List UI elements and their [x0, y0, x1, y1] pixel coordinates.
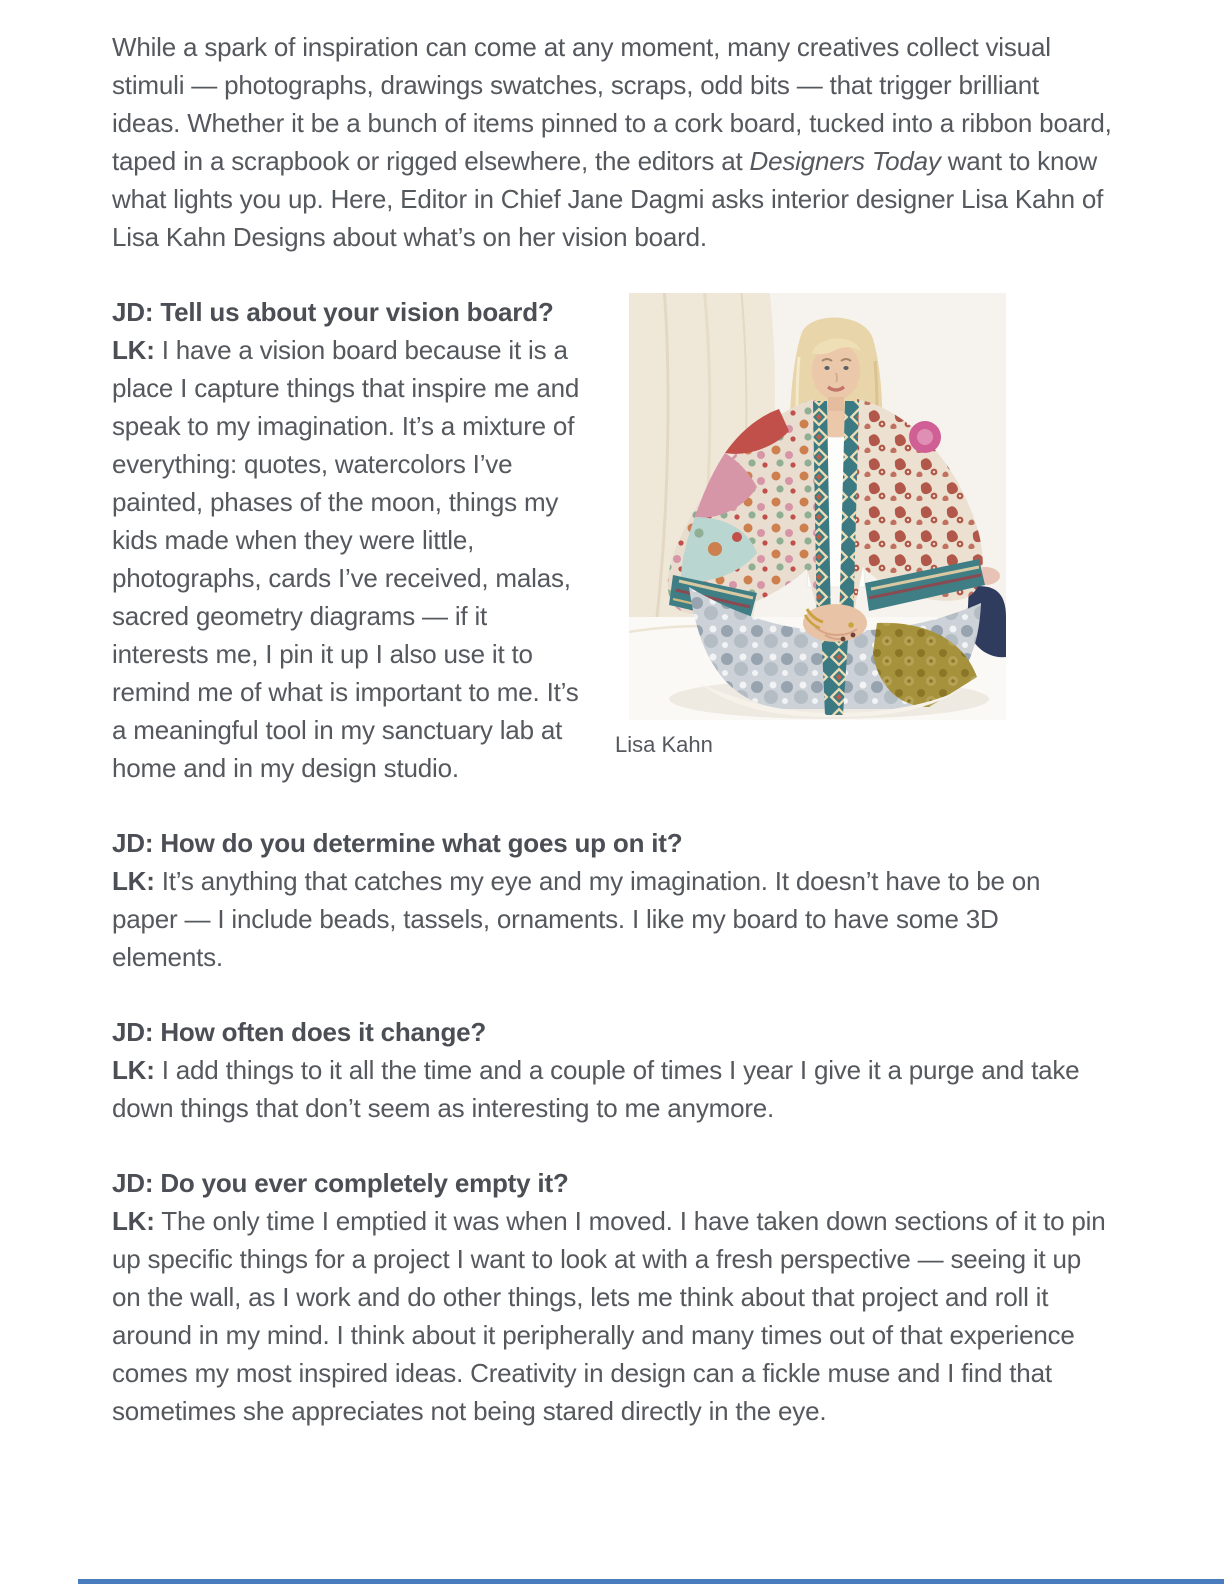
answer-2-text: It’s anything that catches my eye and my imagination. It doesn’t have to be on paper — I include beads, tassels, ornaments. I like my board to have some 3D elements. — [112, 866, 1041, 972]
publication-name: Designers Today — [749, 146, 941, 176]
qa-block-vision-board — [112, 293, 1112, 787]
qa-4-paragraph — [112, 1164, 1112, 1430]
answer-4-text: The only time I emptied it was when I moved. I have taken down sections of it to pin up specific things for a project I want to look at with a fresh perspective — seeing it up on the wall, as I work and do other things, lets me think about that project and roll it around in my mind. I think about it peripherally and many times out of that experience comes my most inspired ideas. Creativity in design can a fickle muse and I find that sometimes she appreciates not being stared directly in the eye. — [112, 1206, 1106, 1426]
question-3: JD: How often does it change? — [112, 1017, 487, 1047]
answer-3-text: I add things to it all the time and a couple of times I year I give it a purge and take down things that don’t seem as interesting to me anymore. — [112, 1055, 1080, 1123]
question-4: JD: Do you ever completely empty it? — [112, 1168, 569, 1198]
qa-2-paragraph — [112, 824, 1112, 976]
qa-3-paragraph — [112, 1013, 1112, 1127]
answer-1-label: LK: — [112, 335, 155, 365]
photo-caption: Lisa Kahn — [615, 732, 713, 757]
article-content — [112, 28, 1112, 1430]
intro-text-end: want to know what lights you up. Here, Editor in Chief Jane Dagmi asks interior designer Lisa Kahn of Lisa Kahn Designs about what’s on her vision board. — [112, 146, 1104, 252]
lisa-kahn-figure — [615, 293, 1006, 758]
question-2: JD: How do you determine what goes up on it? — [112, 828, 683, 858]
answer-2-label: LK: — [112, 866, 155, 896]
question-1: JD: Tell us about your vision board? — [112, 297, 554, 327]
intro-paragraph — [112, 28, 1112, 256]
answer-1-text: I have a vision board because it is a place I capture things that inspire me and speak to my imagination. It’s a mixture of everything: quotes, watercolors I’ve painted, phases of the moon, things my kids made when they were little, photographs, cards I’ve received, malas, sacred geometry diagrams — if it interests me, I pin it up I also use it to remind me of what is important to me. It’s a meaningful tool in my sanctuary lab at home and in my design studio. — [112, 335, 580, 783]
bottom-accent-line — [78, 1579, 1224, 1584]
lisa-kahn-photo — [629, 293, 1006, 720]
portrait-photo-illustration — [629, 293, 1006, 720]
answer-4-label: LK: — [112, 1206, 155, 1236]
intro-text-start: While a spark of inspiration can come at any moment, many creatives collect visual stimuli — photographs, drawings swatches, scraps, odd bits — that trigger brilliant ideas. Whether it be a bunch of items pinned to a cork board, tucked into a ribbon board, taped in a scrapbook or rigged elsewhere, the editors at — [112, 32, 1112, 176]
answer-3-label: LK: — [112, 1055, 155, 1085]
